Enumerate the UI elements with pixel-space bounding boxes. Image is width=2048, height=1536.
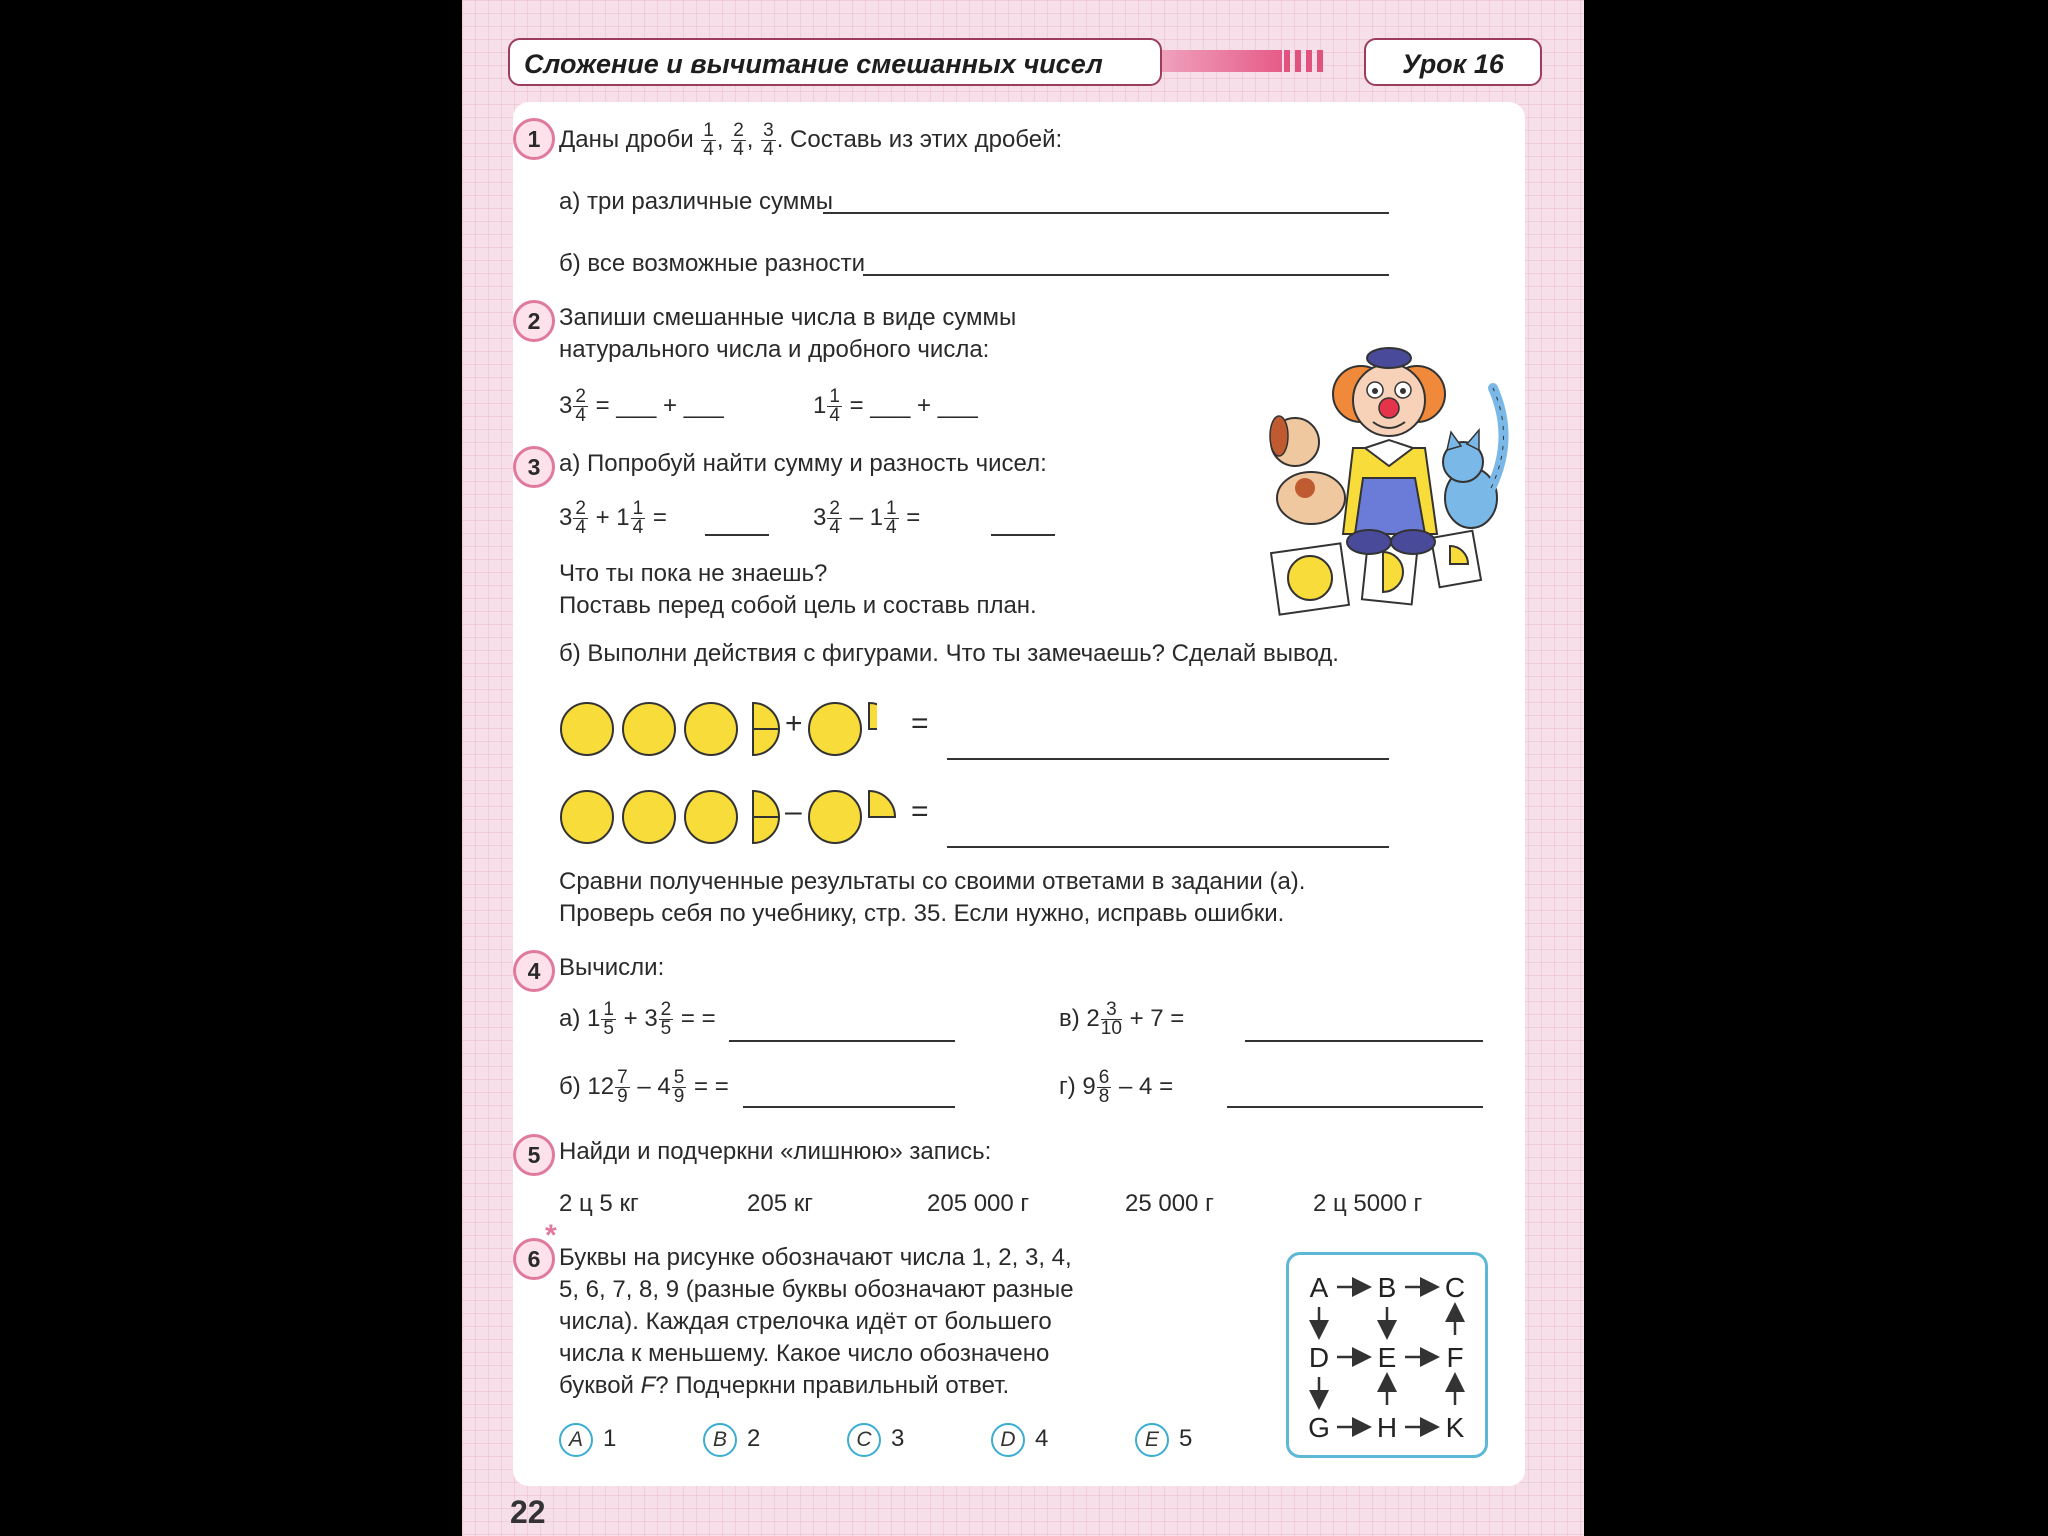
minus-sign: – <box>785 795 802 828</box>
task3-sum-expression: 3 $\frac{2}{4}$ + 1 $\frac{1}{4}$ = <box>559 498 667 539</box>
task-number-1: 1 <box>513 118 555 160</box>
task5-title: Найди и подчеркни «лишнюю» запись: <box>559 1138 992 1165</box>
header-stripe-bars <box>1284 50 1324 72</box>
task6-line: 5, 6, 7, 8, 9 (разные буквы обозначают разные <box>559 1276 1074 1303</box>
whole-circle <box>561 791 613 843</box>
task-number-2: 2 <box>513 300 555 342</box>
answer-line[interactable] <box>1245 1040 1483 1042</box>
fraction: $\frac{1}{4}$ <box>703 120 714 161</box>
node-label: K <box>1445 1412 1465 1443</box>
whole-circle <box>685 703 737 755</box>
star-mark: * <box>545 1219 557 1252</box>
task5-item[interactable]: 205 кг <box>747 1190 813 1217</box>
quarter-circle <box>869 703 877 729</box>
option-letter-circle: D <box>991 1423 1025 1457</box>
task4-v-expression: в) 2 $\frac{3}{10}$ + 7 = <box>1059 999 1185 1040</box>
task1-intro-tail: . Составь из этих дробей: <box>776 126 1063 153</box>
task5-item[interactable]: 205 000 г <box>927 1190 1030 1217</box>
answer-option-a[interactable]: A 1 <box>559 1422 616 1457</box>
whole-circle <box>685 791 737 843</box>
task6-line: Буквы на рисунке обозначают числа 1, 2, 3, 4, <box>559 1244 1072 1271</box>
task6-line: числа к меньшему. Какое число обозначено <box>559 1340 1050 1367</box>
shapes-row-1 <box>557 696 877 762</box>
node-label: A <box>1309 1272 1329 1303</box>
task5-item[interactable]: 2 ц 5000 г <box>1313 1190 1423 1217</box>
task1-intro: Даны дроби $\frac{1}{4}$ , $\frac{2}{4}$ , $\frac{3}{4}$ . Составь из этих дробей: <box>559 120 1063 161</box>
task3-diff-expression: 3 $\frac{2}{4}$ – 1 $\frac{1}{4}$ = <box>813 498 921 539</box>
answer-option-d[interactable]: D 4 <box>991 1422 1048 1457</box>
answer-line[interactable] <box>863 274 1389 276</box>
lesson-label: Урок 16 <box>1364 38 1542 86</box>
letter-graph <box>1286 1252 1488 1458</box>
answer-line[interactable] <box>947 846 1389 848</box>
whole-circle <box>809 791 861 843</box>
answer-line[interactable] <box>705 534 769 536</box>
task2-line2: натурального числа и дробного числа: <box>559 336 990 363</box>
answer-line[interactable] <box>947 758 1389 760</box>
task2-example-2: 1 $\frac{1}{4}$ = ___ + ___ <box>813 386 978 427</box>
task4-title: Вычисли: <box>559 954 665 981</box>
node-label: G <box>1308 1412 1330 1443</box>
header-stripe <box>1162 50 1282 72</box>
option-letter-circle: C <box>847 1423 881 1457</box>
quarter-circle <box>869 791 895 817</box>
whole-circle <box>623 791 675 843</box>
task2-example-1: 3 $\frac{2}{4}$ = ___ + ___ <box>559 386 724 427</box>
equals-sign: = <box>911 707 929 740</box>
page-title: Сложение и вычитание смешанных чисел <box>508 38 1162 86</box>
option-letter-circle: B <box>703 1423 737 1457</box>
task6-line: числа). Каждая стрелочка идёт от большего <box>559 1308 1052 1335</box>
node-label: B <box>1377 1272 1397 1303</box>
task2-line1: Запиши смешанные числа в виде суммы <box>559 304 1017 331</box>
letter-graph-diagram <box>1289 1255 1485 1455</box>
equals-sign: = <box>911 795 929 828</box>
answer-line[interactable] <box>991 534 1055 536</box>
node-label: D <box>1308 1342 1330 1373</box>
fraction: $\frac{2}{4}$ <box>733 120 744 161</box>
task3-compare-1: Сравни полученные результаты со своими ответами в задании (а). <box>559 868 1306 895</box>
option-letter-circle: E <box>1135 1423 1169 1457</box>
whole-circle <box>809 703 861 755</box>
task-number-4: 4 <box>513 950 555 992</box>
task-number-3: 3 <box>513 446 555 488</box>
whole-circle <box>561 703 613 755</box>
answer-option-e[interactable]: E 5 <box>1135 1422 1192 1457</box>
task3-question-1: Что ты пока не знаешь? <box>559 560 828 587</box>
task4-a-expression: а) 1 $\frac{1}{5}$ + 3 $\frac{2}{5}$ = = <box>559 999 716 1040</box>
task4-g-expression: г) 9 $\frac{6}{8}$ – 4 = <box>1059 1067 1174 1108</box>
task-number-6: 6 <box>513 1238 555 1280</box>
task3-question-2: Поставь перед собой цель и составь план. <box>559 592 1037 619</box>
answer-line[interactable] <box>743 1106 955 1108</box>
task4-b-expression: б) 12 $\frac{7}{9}$ – 4 $\frac{5}{9}$ = = <box>559 1067 729 1108</box>
workbook-page <box>462 0 1584 1536</box>
node-label: F <box>1446 1342 1464 1373</box>
answer-line[interactable] <box>823 212 1389 214</box>
node-label: C <box>1444 1272 1466 1303</box>
task1-b-label: б) все возможные разности <box>559 250 866 277</box>
answer-option-c[interactable]: C 3 <box>847 1422 904 1457</box>
task1-intro-text: Даны дроби <box>559 126 694 153</box>
plus-sign: + <box>785 707 803 740</box>
task6-line: буквой F? Подчеркни правильный ответ. <box>559 1372 1010 1399</box>
answer-option-b[interactable]: B 2 <box>703 1422 760 1457</box>
clown-illustration <box>1265 328 1515 618</box>
task1-a-label: а) три различные суммы <box>559 188 833 215</box>
fraction: $\frac{3}{4}$ <box>763 120 774 161</box>
option-letter-circle: A <box>559 1423 593 1457</box>
answer-line[interactable] <box>1227 1106 1483 1108</box>
task5-item[interactable]: 25 000 г <box>1125 1190 1214 1217</box>
page-number: 22 <box>510 1494 546 1530</box>
whole-circle <box>623 703 675 755</box>
answer-line[interactable] <box>729 1040 955 1042</box>
node-label: H <box>1376 1412 1398 1443</box>
shapes-row-2 <box>557 784 897 850</box>
task5-item[interactable]: 2 ц 5 кг <box>559 1190 639 1217</box>
task3-compare-2: Проверь себя по учебнику, стр. 35. Если нужно, исправь ошибки. <box>559 900 1285 927</box>
task3-b-label: б) Выполни действия с фигурами. Что ты замечаешь? Сделай вывод. <box>559 640 1339 667</box>
task-number-5: 5 <box>513 1134 555 1176</box>
node-label: E <box>1377 1342 1397 1373</box>
task3-a-label: а) Попробуй найти сумму и разность чисел: <box>559 450 1047 477</box>
